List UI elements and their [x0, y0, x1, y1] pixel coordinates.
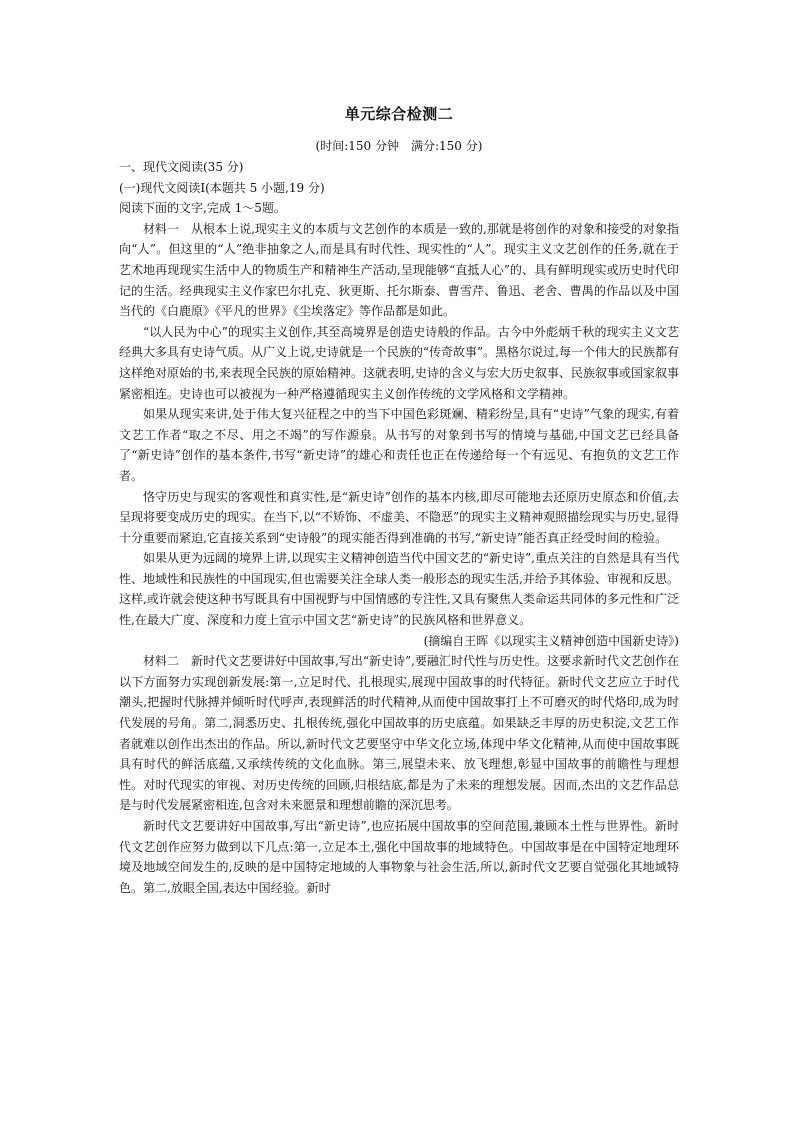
material-two-paragraph: 新时代文艺要讲好中国故事,写出“新史诗”,也应拓展中国故事的空间范围,兼顾本土性与世界性。新时代文艺创作应努力做到以下几点:第一,立足本土,强化中国故事的地域特色。中国故事是在中国特定地理环境及地域空间发生的,反映的是中国特定地域的人事物象与社会生活,所以,新时代文艺要自觉强化其地域特色。第二,放眼全国,表达中国经验。新时 — [119, 819, 679, 895]
material-one-paragraph: 恪守历史与现实的客观性和真实性,是“新史诗”创作的基本内核,即尽可能地去还原历史原态和价值,去呈现将要变成历史的现实。在当下,以“不矫饰、不虚美、不隐恶”的现实主义精神观照描绘现实与历史,显得十分重要而紧迫,它直接关系到“史诗般”的现实能否得到准确的书写,“新史诗”能否真正经受时间的检验。 — [119, 489, 679, 545]
material-one-paragraph: “以人民为中心”的现实主义创作,其至高境界是创造史诗般的作品。古今中外彪炳千秋的现实主义文艺经典大多具有史诗气质。从广义上说,史诗就是一个民族的“传奇故事”。黑格尔说过,每一个伟大的民族都有这样绝对原始的书,来表现全民族的原始精神。这就表明,史诗的含义与宏大历史叙事、民族叙事或国家叙事紧密相连。史诗也可以被视为一种严格遵循现实主义创作传统的文学风格和文学精神。 — [119, 324, 679, 401]
material-one-paragraph: 如果从现实来讲,处于伟大复兴征程之中的当下中国色彩斑斓、精彩纷呈,具有“史诗”气象的现实,有着文艺工作者“取之不尽、用之不竭”的写作源泉。从书写的对象到书写的情境与基础,中国文艺已经具备了“新史诗”创作的基本条件,书写“新史诗”的雄心和责任也正在传递给每一个有远见、有抱负的文艺工作者。 — [119, 407, 679, 483]
exam-time-and-score: (时间:150 分钟 满分:150 分) — [315, 139, 483, 153]
material-one-paragraph: 如果从更为远阔的境界上讲,以现实主义精神创造当代中国文艺的“新史诗”,重点关注的自然是具有当代性、地域性和民族性的中国现实,但也需要关注全球人类一般形态的现实生活,并给予其体验、审视和反思。这样,或许就会使这种书写既具有中国视野与中国情感的专注性,又具有聚焦人类命运共同体的多元性和广泛性,在最大广度、深度和力度上宣示中国文艺“新史诗”的民族风格和世界意义。 — [119, 551, 679, 628]
page-title: 单元综合检测二 — [344, 105, 454, 123]
material-one-paragraph: 材料一 从根本上说,现实主义的本质与文艺创作的本质是一致的,那就是将创作的对象和接受的对象指向“人”。但这里的“人”绝非抽象之人,而是具有时代性、现实性的“人”。现实主义文艺创作的任务,就在于艺术地再现现实生活中人的物质生产和精神生产活动,呈现能够“直抵人心”的、具有鲜明现实或历史时代印记的生活。经典现实主义作家巴尔扎克、狄更斯、托尔斯泰、曹雪芹、鲁迅、老舍、曹禺的作品以及中国当代的《白鹿原》《平凡的世界》《尘埃落定》等作品都是如此。 — [119, 221, 679, 319]
document-body — [119, 103, 679, 898]
subsection-heading: (一)现代文阅读Ⅰ(本题共 5 小题,19 分) — [119, 180, 325, 195]
section-heading: 一、现代文阅读(35 分) — [119, 160, 244, 174]
material-two-paragraph: 材料二 新时代文艺要讲好中国故事,写出“新史诗”,要融汇时代性与历史性。这要求新时代文艺创作在以下方面努力实现创新发展:第一,立足时代、扎根现实,展现中国故事的时代特征。新时代文艺应立于时代潮头,把握时代脉搏并倾听时代呼声,表现鲜活的时代精神,从而使中国故事打上不可磨灭的时代烙印,成为时代发展的号角。第二,洞悉历史、扎根传统,强化中国故事的历史底蕴。如果缺乏丰厚的历史积淀,文艺工作者就难以创作出杰出的作品。所以,新时代文艺要坚守中华文化立场,体现中华文化精神,从而使中国故事既具有时代的鲜活底蕴,又承续传统的文化血脉。第三,展望未来、放飞理想,彰显中国故事的前瞻性与理想性。对时代现实的审视、对历史传统的回顾,归根结底,都是为了未来的理想发展。因而,杰出的文艺作品总是与时代发展紧密相连,包含对未来愿景和理想前瞻的深沉思考。 — [119, 654, 679, 813]
reading-instruction: 阅读下面的文字,完成 1～5题。 — [119, 201, 286, 216]
source-citation: (摘编自王晖《以现实主义精神创造中国新史诗》) — [423, 633, 679, 648]
